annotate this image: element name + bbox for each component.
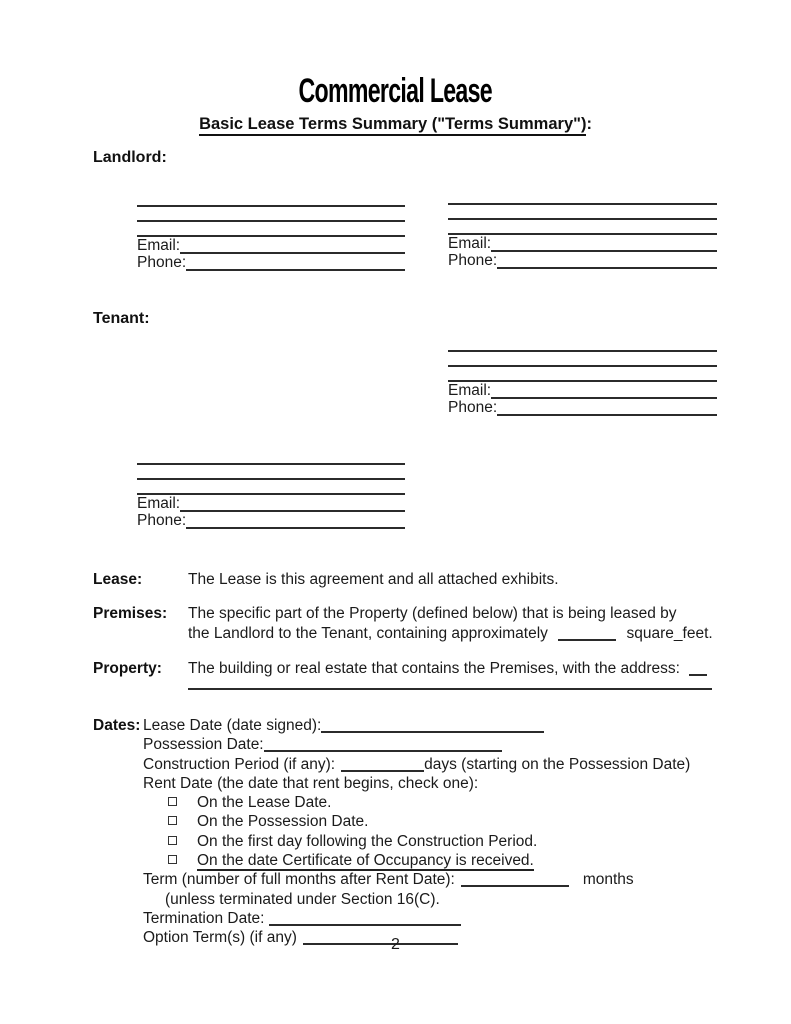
phone-label: Phone: (137, 512, 187, 529)
term-months-input-line[interactable] (461, 872, 569, 887)
possession-date-label: Possession Date: (143, 736, 264, 754)
page-number: 2 (391, 936, 400, 953)
document-subtitle-row (0, 115, 791, 134)
rent-date-label: Rent Date (the date that rent begins, check one): (143, 774, 479, 792)
tenant-left-phone-line[interactable] (186, 510, 405, 529)
tenant-left-name-line-1[interactable] (137, 450, 405, 465)
landlord-left-name-line-1[interactable] (137, 192, 405, 207)
tenant-signature-block-left (137, 450, 405, 529)
tenant-left-name-line-2[interactable] (137, 465, 405, 480)
construction-period-input-line[interactable] (341, 757, 424, 772)
termination-date-label: Termination Date: (143, 909, 265, 927)
address-input-line[interactable] (188, 682, 712, 690)
option-term-label: Option Term(s) (if any) (143, 929, 297, 947)
construction-period-suffix: days (starting on the Possession Date) (424, 755, 691, 773)
lease-definition-text: The Lease is this agreement and all attached exhibits. (188, 571, 559, 588)
document-subtitle: Basic Lease Terms Summary ("Terms Summary") (199, 115, 586, 136)
construction-period-label: Construction Period (if any): (143, 755, 336, 773)
term-months-suffix: months (582, 871, 634, 889)
email-label: Email: (137, 495, 181, 512)
premises-definition-text-line2-end: square_feet. (626, 625, 713, 642)
tenant-right-phone-line[interactable] (497, 397, 717, 416)
landlord-right-phone-line[interactable] (497, 250, 717, 269)
email-label: Email: (448, 235, 492, 252)
premises-term-label: Premises: (93, 605, 168, 622)
premises-definition-text-line1: The specific part of the Property (defined below) that is being leased by (188, 605, 677, 622)
property-definition-text: The building or real estate that contains the Premises, with the address: (188, 660, 680, 677)
document-title: Commercial Lease (298, 72, 493, 110)
lease-definition (93, 570, 753, 590)
landlord-left-name-line-2[interactable] (137, 207, 405, 222)
phone-label: Phone: (137, 254, 187, 271)
address-input-line-start[interactable] (689, 661, 707, 676)
termination-date-input-line[interactable] (269, 911, 461, 926)
rent-date-option-label: On the Lease Date. (197, 794, 332, 812)
tenant-signature-block-right (448, 337, 717, 416)
email-label: Email: (137, 237, 181, 254)
rent-date-option-label: On the first day following the Construction Period. (197, 832, 538, 850)
landlord-signature-block-right (448, 190, 717, 269)
possession-date-input-line[interactable] (264, 737, 502, 752)
landlord-label: Landlord: (93, 149, 167, 166)
tenant-label: Tenant: (93, 310, 150, 327)
rent-date-option-label: On the date Certificate of Occupancy is received. (197, 852, 534, 870)
premises-definition-text-line2: the Landlord to the Tenant, containing approximately (188, 625, 548, 642)
lease-date-input-line[interactable] (321, 718, 544, 733)
lease-term-label: Lease: (93, 571, 143, 588)
email-label: Email: (448, 382, 492, 399)
document-subtitle-colon: : (586, 115, 592, 133)
dates-label: Dates: (93, 717, 141, 734)
property-term-label: Property: (93, 660, 162, 677)
premises-definition (93, 604, 753, 644)
phone-label: Phone: (448, 252, 498, 269)
rent-date-possession-date-checkbox[interactable] (168, 816, 177, 825)
dates-section (93, 716, 773, 948)
term-label: Term (number of full months after Rent Date): (143, 871, 455, 889)
rent-date-option-label: On the Possession Date. (197, 813, 369, 831)
rent-date-lease-date-checkbox[interactable] (168, 797, 177, 806)
rent-date-certificate-occupancy-checkbox[interactable] (168, 855, 177, 864)
landlord-right-name-line-2[interactable] (448, 205, 717, 220)
square-feet-input-line[interactable] (558, 626, 616, 641)
term-note: (unless terminated under Section 16(C). (165, 890, 440, 908)
lease-date-label: Lease Date (date signed): (143, 717, 322, 734)
landlord-signature-block-left (137, 192, 405, 271)
landlord-right-name-line-1[interactable] (448, 190, 717, 205)
rent-date-construction-period-checkbox[interactable] (168, 836, 177, 845)
document-title-row (0, 72, 791, 111)
landlord-left-phone-line[interactable] (186, 252, 405, 271)
tenant-right-name-line-1[interactable] (448, 337, 717, 352)
property-definition (93, 659, 753, 690)
phone-label: Phone: (448, 399, 498, 416)
tenant-right-name-line-2[interactable] (448, 352, 717, 367)
